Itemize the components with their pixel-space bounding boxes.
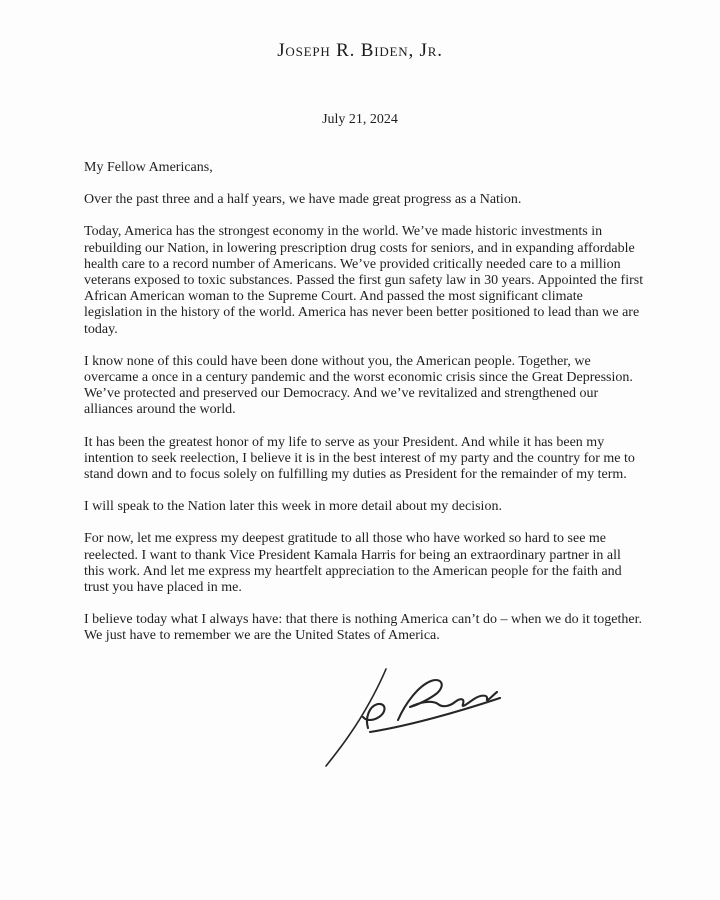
- letter-paragraph: It has been the greatest honor of my life to serve as your President. And while it has been my intention to seek reelection, I believe it is in the best interest of my party and the country for me to stand down and to focus solely on fulfilling my duties as President for the remainder of my term.: [84, 434, 635, 483]
- letter-paragraph: Today, America has the strongest economy in the world. We’ve made historic investments in rebuilding our Nation, in lowering prescription drug costs for seniors, and in expanding affordable health care to a record number of Americans. We’ve provided critically needed care to a million veterans exposed to toxic substances. Passed the first gun safety law in 30 years. Appointed the first African American woman to the Supreme Court. And passed the most significant climate legislation in the history of the world. America has never been better positioned to lead than we are today.: [84, 224, 644, 337]
- letter-date: July 21, 2024: [322, 112, 398, 127]
- letter-paragraph: I believe today what I always have: that there is nothing America can’t do – when we do it together. We just have to remember we are the United States of America.: [84, 612, 643, 644]
- salutation: My Fellow Americans,: [84, 160, 213, 175]
- letter-paragraph: For now, let me express my deepest gratitude to all those who have worked so hard to see me reelected. I want to thank Vice President Kamala Harris for being an extraordinary partner in all this work. And let me express my heartfelt appreciation to the American people for the faith and trust you have placed in me.: [84, 531, 622, 596]
- letter-paragraph: I know none of this could have been done without you, the American people. Together, we overcame a once in a century pandemic and the worst economic crisis since the Great Depression. We’ve protected and preserved our Democracy. And we’ve revitalized and strengthened our alliances around the world.: [84, 353, 633, 418]
- letter-body: [84, 160, 644, 645]
- letter-paragraph: I will speak to the Nation later this week in more detail about my decision.: [84, 499, 502, 515]
- letter-paragraph: Over the past three and a half years, we have made great progress as a Nation.: [84, 192, 522, 208]
- letterhead-name: Joseph R. Biden, Jr.: [277, 40, 443, 61]
- signature-joe-biden: [312, 664, 517, 772]
